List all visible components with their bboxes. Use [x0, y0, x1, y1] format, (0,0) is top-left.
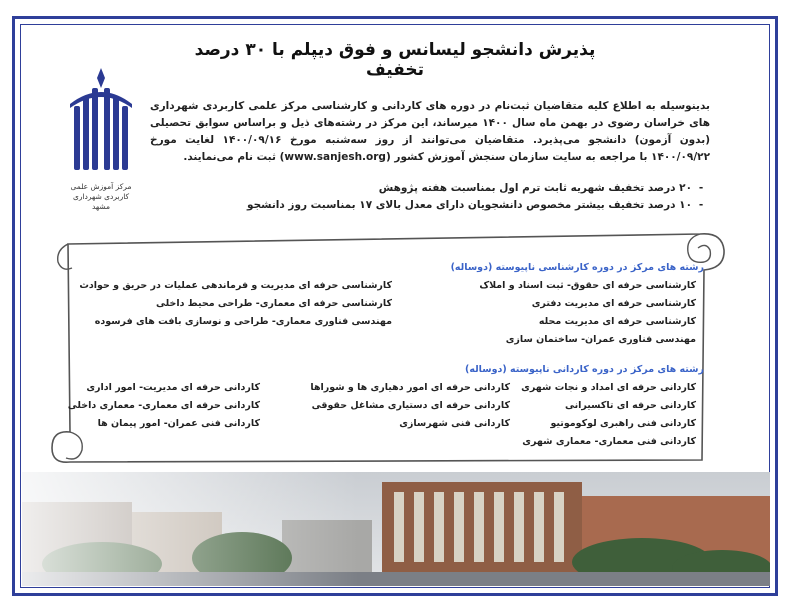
page-title: پذیرش دانشجو لیسانس و فوق دیپلم با ۳۰ درصد تخفیف — [194, 40, 596, 80]
assoc-program: کاردانی حرفه ای تاکسیرانی — [564, 400, 696, 411]
bsc-program: مهندسی فناوری معماری- طراحی و نوسازی بافت های فرسوده — [94, 316, 392, 327]
discount-text: ۱۰ درصد تخفیف بیشتر مخصوص دانشجویان دارای معدل بالای ۱۷ بمناسبت روز دانشجو — [246, 199, 692, 211]
campus-photo-icon — [22, 472, 770, 586]
assoc-program: کاردانی فنی عمران- امور پیمان ها — [97, 418, 260, 429]
bsc-program: کارشناسی حرفه ای مدیریت دفتری — [531, 298, 696, 309]
assoc-program: کاردانی فنی راهبری لوکوموتیو — [550, 418, 696, 429]
logo-caption-line: مرکز آموزش علمی — [70, 182, 132, 191]
logo-caption — [56, 182, 146, 212]
assoc-program: کاردانی حرفه ای معماری- معماری داخلی — [67, 400, 260, 411]
campus-photo — [22, 472, 770, 586]
list-item: -۲۰ درصد تخفیف شهریه ثابت ترم اول بمناسبت هفته پژوهش — [378, 182, 704, 194]
center-logo-icon — [66, 66, 136, 176]
list-item: -۱۰ درصد تخفیف بیشتر مخصوص دانشجویان دارای معدل بالای ۱۷ بمناسبت روز دانشجو — [246, 199, 704, 211]
assoc-program: کاردانی فنی معماری- معماری شهری — [522, 436, 696, 447]
assoc-program: کاردانی حرفه ای امور دهیاری ها و شوراها — [310, 382, 510, 393]
discount-text: ۲۰ درصد تخفیف شهریه ثابت ترم اول بمناسبت هفته پژوهش — [378, 182, 692, 194]
discount-list — [230, 180, 710, 214]
bsc-section-title: رشته های مرکز در دوره کارشناسی ناپیوسته (دوساله) — [450, 262, 704, 273]
assoc-section-title: رشته های مرکز در دوره کاردانی ناپیوسته (دوساله) — [465, 364, 704, 375]
intro-paragraph: بدینوسیله به اطلاع کلیه متقاضیان ثبت‌نام در دوره های کاردانی و کارشناسی مرکز علمی کاربردی شهرداری های خراسان رضوی در بهمن ماه سال ۱۴۰۰ میرساند، این مرکز در رشته‌های ذیل و براساس سوابق تحصیلی (بدون آزمون) دانشجو می‌پذیرد. متقاضیان می‌توانند از روز سه‌شنبه مورخ ۱۴۰۰/۰۹/۱۶ لغایت مورخ ۱۴۰۰/۰۹/۲۲ با مراجعه به سایت سازمان سنجش آموزش کشور (www.sanjesh.org) ثبت نام می‌نمایند. — [150, 100, 710, 163]
logo-caption-line: مشهد — [91, 202, 111, 211]
bsc-program: کارشناسی حرفه ای حقوق- ثبت اسناد و املاک — [479, 280, 696, 291]
assoc-program: کاردانی حرفه ای مدیریت- امور اداری — [86, 382, 260, 393]
bsc-program: مهندسی فناوری عمران- ساختمان سازی — [505, 334, 696, 345]
assoc-program: کاردانی حرفه ای امداد و نجات شهری — [521, 382, 696, 393]
bsc-program: کارشناسی حرفه ای معماری- طراحی محیط داخلی — [156, 298, 392, 309]
assoc-program: کاردانی فنی شهرسازی — [399, 418, 510, 429]
logo-caption-line: کاربردی شهرداری — [72, 192, 130, 201]
assoc-program: کاردانی حرفه ای دستیاری مشاغل حقوقی — [311, 400, 510, 411]
bsc-program: کارشناسی حرفه ای مدیریت محله — [538, 316, 696, 327]
bsc-program: کارشناسی حرفه ای مدیریت و فرماندهی عملیات در حریق و حوادث — [79, 280, 392, 291]
